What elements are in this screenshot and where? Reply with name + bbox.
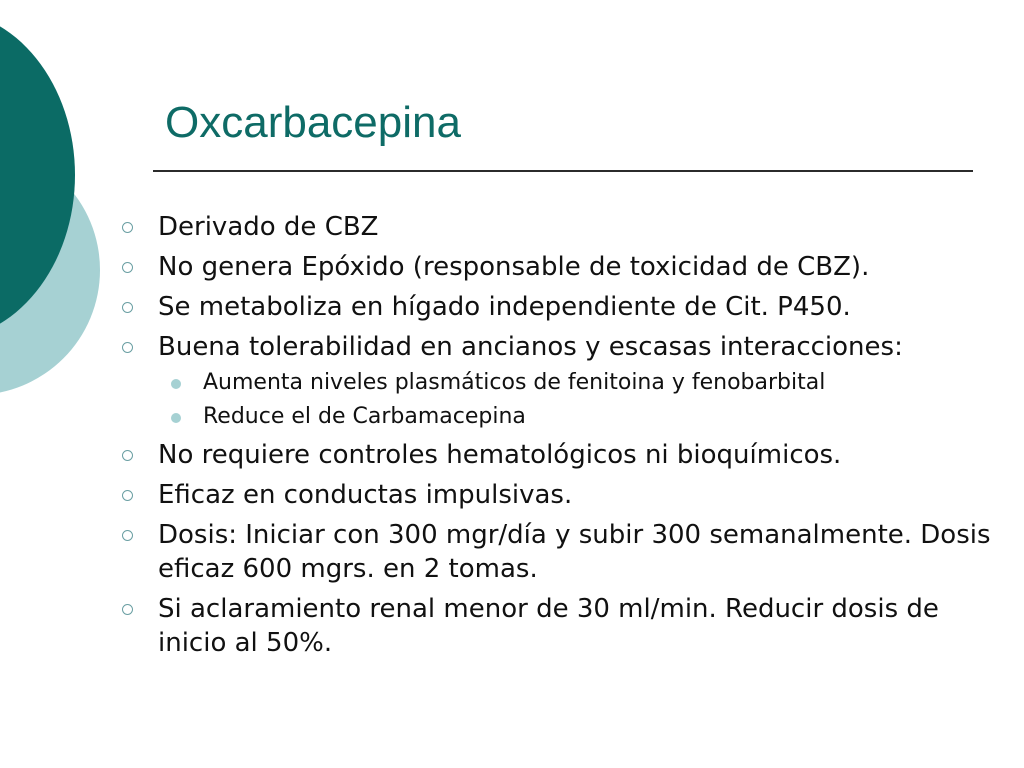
bullet-text: Buena tolerabilidad en ancianos y escasas interacciones: [158,332,903,362]
bullet-item [118,330,1013,364]
slide-title: Oxcarbacepina [165,98,461,147]
bullet-text: Se metaboliza en hígado independiente de Cit. P450. [158,292,851,322]
dot-bullet-icon [171,379,181,389]
ring-bullet-icon [122,222,133,233]
bullet-item [118,290,1013,324]
ring-bullet-icon [122,262,133,273]
title-divider [153,170,973,172]
ring-bullet-icon [122,604,133,615]
bullet-text: Si aclaramiento renal menor de 30 ml/min. Reducir dosis de inicio al 50%. [158,594,939,658]
slide-content [118,210,1013,666]
ring-bullet-icon [122,490,133,501]
bullet-item [118,438,1013,472]
sub-bullet-item [118,402,1013,432]
bullet-text: No requiere controles hematológicos ni bioquímicos. [158,440,842,470]
ring-bullet-icon [122,530,133,541]
bullet-text: Eficaz en conductas impulsivas. [158,480,573,510]
bullet-item [118,250,1013,284]
sub-bullet-text: Reduce el de Carbamacepina [203,404,526,429]
bullet-item [118,592,1013,660]
bullet-item [118,478,1013,512]
bullet-text: No genera Epóxido (responsable de toxicidad de CBZ). [158,252,870,282]
dot-bullet-icon [171,413,181,423]
ring-bullet-icon [122,342,133,353]
ring-bullet-icon [122,302,133,313]
sub-bullet-list [118,368,1013,432]
bullet-item [118,210,1013,244]
bullet-text: Dosis: Iniciar con 300 mgr/día y subir 300 semanalmente. Dosis eficaz 600 mgrs. en 2 tomas. [158,520,991,584]
sub-bullet-text: Aumenta niveles plasmáticos de fenitoina y fenobarbital [203,370,826,395]
sub-bullet-item [118,368,1013,398]
bullet-text: Derivado de CBZ [158,212,379,242]
ring-bullet-icon [122,450,133,461]
bullet-item [118,518,1013,586]
